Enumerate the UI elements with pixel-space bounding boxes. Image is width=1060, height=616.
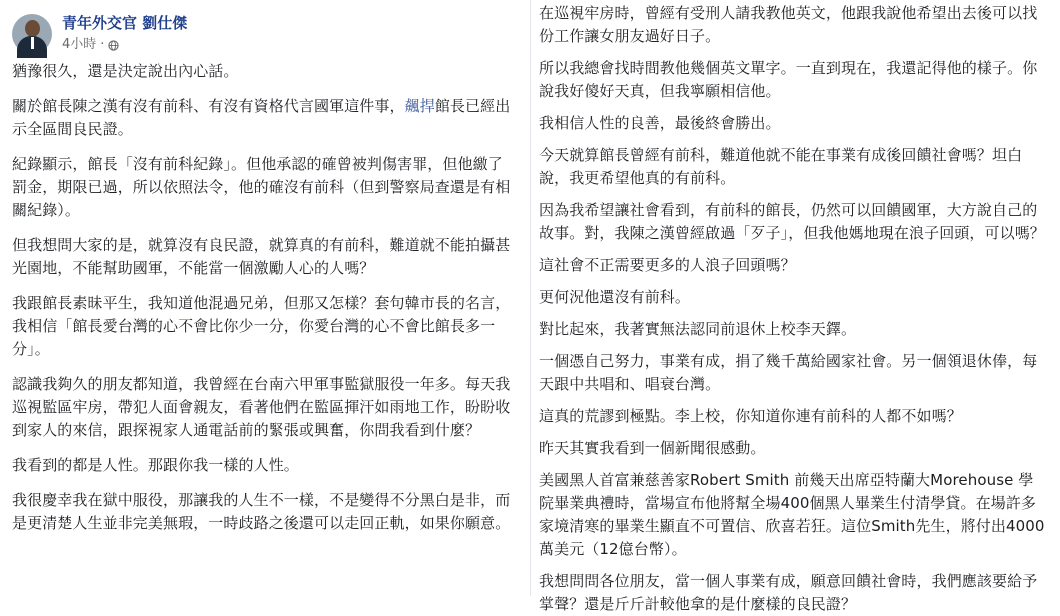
avatar-head	[25, 20, 40, 37]
post-paragraph: 認識我夠久的朋友都知道，我曾經在台南六甲軍事監獄服役一年多。每天我巡視監區牢房，帶犯人面會親友，看著他們在監區揮汗如雨地工作，盼盼收到家人的來信，跟探視家人通電話前的緊張或興奮，你問我看到什麼？	[12, 375, 511, 439]
separator-dot: ·	[100, 37, 105, 52]
avatar-tie	[31, 37, 34, 49]
post-paragraph: 我相信人性的良善，最後終會勝出。	[539, 114, 781, 132]
post-paragraph: 這社會不正需要更多的人浪子回頭嗎？	[539, 256, 796, 274]
right-post-panel	[530, 0, 1060, 613]
post-paragraph: 我跟館長素昧平生，我知道他混過兄弟，但那又怎樣？套句韓市長的名言，我相信「館長愛台灣的心不會比你少一分，你愛台灣的心不會比館長多一分」。	[12, 294, 511, 358]
post-paragraph: 因為我希望讓社會看到，有前科的館長，仍然可以回饋國軍，大方說自己的故事。對，我陳之漢曾經啟過「歹子」，但我他媽地現在浪子回頭，可以嗎？	[539, 201, 1045, 242]
paragraph-text: 館長已經出示全區間良民證。	[12, 97, 511, 138]
page-name-link[interactable]: 青年外交官 劉仕傑	[62, 14, 188, 32]
post-paragraph: 紀錄顯示，館長「沒有前科紀錄」。但他承認的確曾被判傷害罪，但他繳了罰金，期限已過，所以依照法令，他的確沒有前科（但到警察局查還是有相關紀錄）。	[12, 155, 511, 219]
post-paragraph: 一個憑自己努力，事業有成，捐了幾千萬給國家社會。另一個領退休俸，每天跟中共唱和、唱衰台灣。	[539, 352, 1038, 393]
post-paragraph: 今天就算館長曾經有前科，難道他就不能在事業有成後回饋社會嗎？坦白說，我更希望他真的有前科。	[539, 146, 1023, 187]
post-paragraph: 但我想問大家的是，就算沒有良民證，就算真的有前科，難道就不能拍攝甚光園地，不能幫助國軍，不能當一個激勵人心的人嗎？	[12, 236, 511, 277]
globe-icon[interactable]	[108, 40, 119, 51]
post-paragraph: 美國黑人首富兼慈善家Robert Smith 前幾天出席亞特蘭大Morehouse 學院畢業典禮時，當場宣布他將幫全場400個黑人畢業生付清學貸。在場許多家境清寒的畢業生顯直不可置信、欣喜若狂。這位Smith先生，將付出4000萬美元（12億台幣）。	[539, 471, 1045, 558]
post-body-left	[12, 60, 514, 535]
post-timestamp[interactable]: 4小時	[62, 37, 97, 52]
post-paragraph: 這真的荒謬到極點。李上校，你知道你連有前科的人都不如嗎？	[539, 407, 962, 425]
post-paragraph: 猶豫很久，還是決定說出內心話。	[12, 62, 239, 80]
post-body-right	[539, 2, 1046, 616]
post-header	[12, 8, 514, 60]
post-paragraph: 更何況他還沒有前科。	[539, 288, 691, 306]
post-paragraph: 我看到的都是人性。那跟你我一樣的人性。	[12, 456, 299, 474]
post-paragraph: 所以我總會找時間教他幾個英文單字。一直到現在，我還記得他的樣子。你說我好傻好天真，但我寧願相信他。	[539, 59, 1038, 100]
time-row	[62, 36, 187, 54]
hashtag-link[interactable]: 飆捍	[404, 97, 435, 115]
avatar[interactable]	[12, 14, 52, 54]
post-paragraph: 在巡視牢房時，曾經有受刑人請我教他英文，他跟我說他希望出去後可以找份工作讓女朋友過好日子。	[539, 4, 1038, 45]
paragraph-text: 關於館長陳之漢有沒有前科、有沒有資格代言國軍這件事，	[12, 97, 405, 115]
post-paragraph	[12, 95, 514, 141]
left-post-panel	[0, 0, 524, 596]
post-paragraph: 昨天其實我看到一個新聞很感動。	[539, 439, 766, 457]
post-paragraph: 對比起來，我著實無法認同前退休上校李天鐸。	[539, 320, 857, 338]
post-meta	[62, 14, 187, 54]
post-paragraph: 我很慶幸我在獄中服役，那讓我的人生不一樣，不是變得不分黑白是非，而是更清楚人生並非完美無瑕，一時歧路之後還可以走回正軌，如果你願意。	[12, 491, 511, 532]
post-paragraph: 我想問問各位朋友，當一個人事業有成，願意回饋社會時，我們應該要給予掌聲？還是斤斤計較他拿的是什麼樣的良民證？	[539, 572, 1038, 613]
